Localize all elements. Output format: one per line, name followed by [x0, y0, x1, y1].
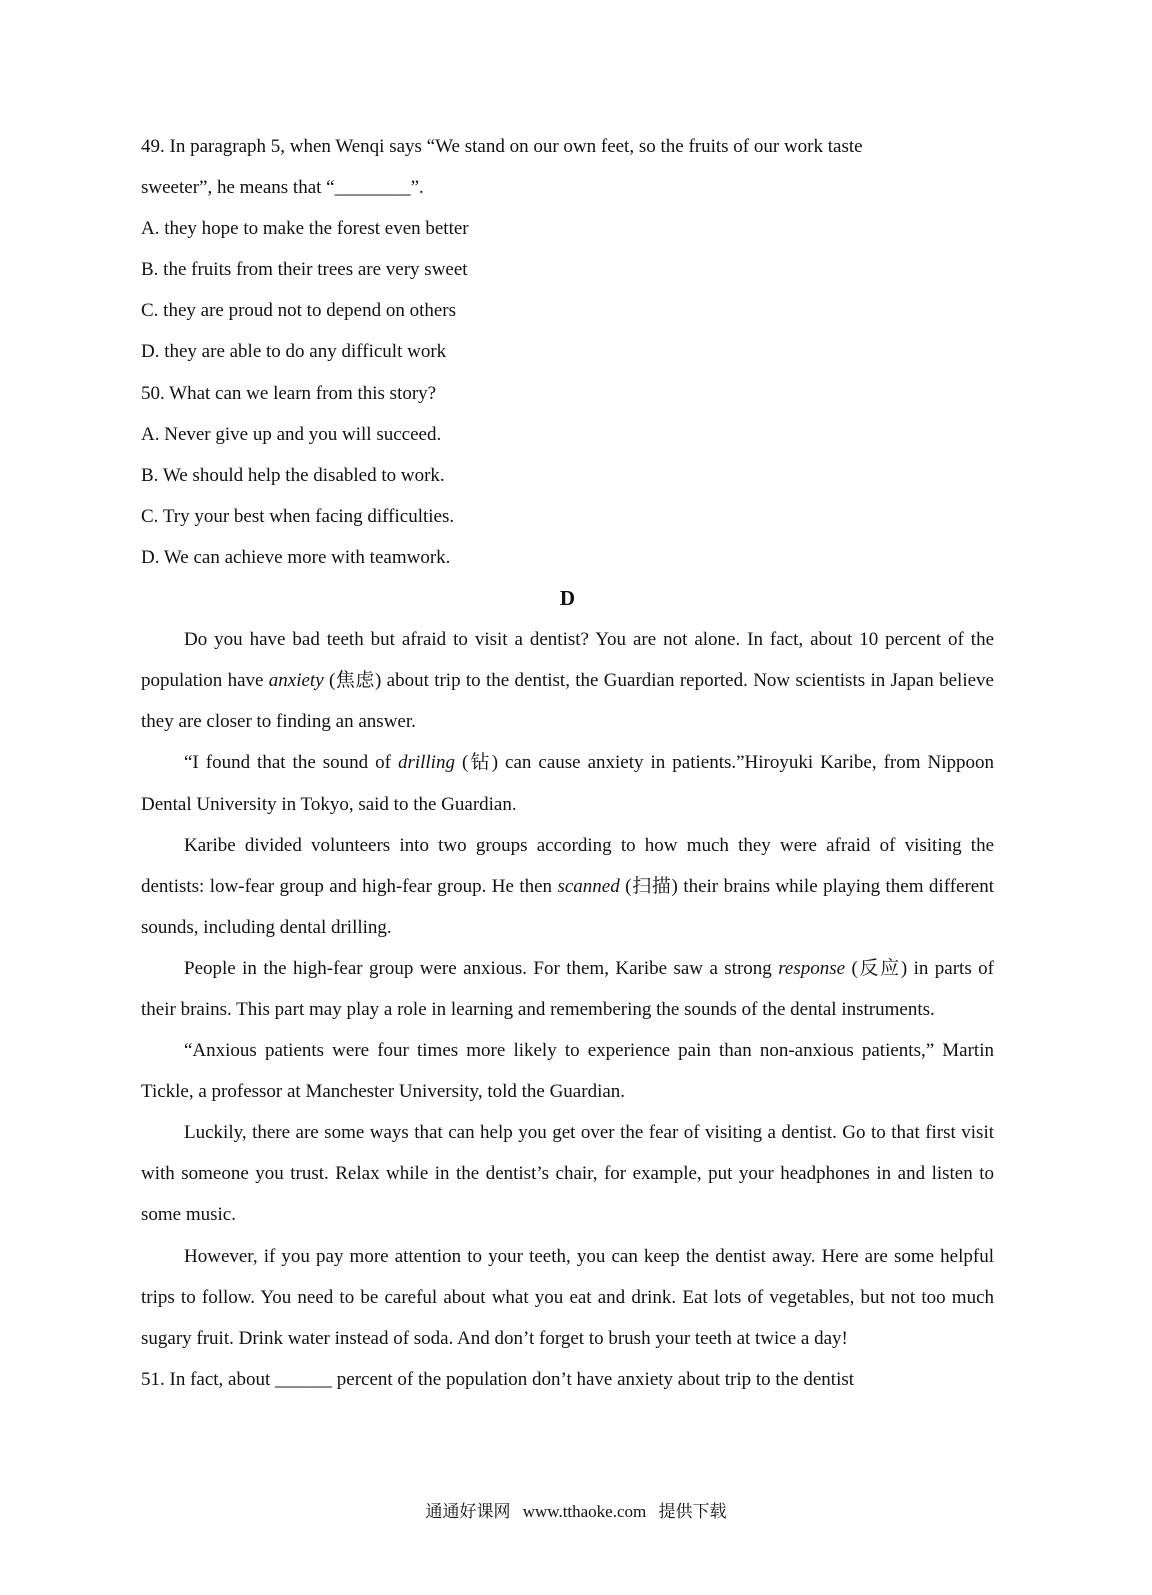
question-49-option-b: B. the fruits from their trees are very sweet — [141, 259, 468, 281]
footer-url: www.tthaoke.com — [522, 1502, 647, 1521]
glossed-word: anxiety — [268, 670, 324, 692]
question-49-option-d: D. they are able to do any difficult work — [141, 341, 447, 363]
glossed-word: response — [778, 957, 846, 979]
page-footer — [0, 1500, 1152, 1524]
question-50-stem: 50. What can we learn from this story? — [141, 382, 437, 404]
paragraph-text: (焦虑) about trip to the dentist, the Guardian reported. Now scientists in Japan believe they are closer to finding an answer. — [141, 670, 994, 733]
question-51-text: 51. In fact, about — [141, 1368, 276, 1390]
footer-site-name: 通通好课网 — [425, 1502, 511, 1521]
question-49-option-a: A. they hope to make the forest even better — [141, 218, 469, 240]
passage — [141, 619, 994, 1359]
question-51-text: percent of the population don’t have anxiety about trip to the dentist — [332, 1368, 855, 1390]
answer-blank: ______ — [275, 1368, 333, 1390]
passage-paragraph-7: However, if you pay more attention to your teeth, you can keep the dentist away. Here are some helpful trips to follow. You need to be careful about what you eat and drink. Eat lots of vegetables, but not too much sugary fruit. Drink water instead of soda. And don’t forget to brush your teeth at twice a day! — [141, 1245, 994, 1349]
question-50 — [141, 373, 994, 578]
question-49 — [141, 126, 994, 373]
question-49-stem-line-1: 49. In paragraph 5, when Wenqi says “We stand on our own feet, so the fruits of our work taste — [141, 136, 863, 157]
question-50-option-b: B. We should help the disabled to work. — [141, 464, 445, 486]
question-49-option-c: C. they are proud not to depend on others — [141, 300, 457, 322]
question-50-option-a: A. Never give up and you will succeed. — [141, 423, 442, 445]
paragraph-text: (反应) in parts of their brains. This part may play a role in learning and remembering the sounds of the dental instruments. — [141, 957, 994, 1020]
paragraph-text: People in the high-fear group were anxious. For them, Karibe saw a strong — [184, 957, 779, 979]
question-50-option-c: C. Try your best when facing difficulties. — [141, 505, 455, 527]
glossed-word: scanned — [557, 875, 620, 897]
passage-paragraph-5: “Anxious patients were four times more likely to experience pain than non-anxious patients,” Martin Tickle, a professor at Manchester University, told the Guardian. — [141, 1040, 994, 1103]
paragraph-text: Do you have bad teeth but afraid to visit a dentist? You are not alone. In fact, about 10 percent of the population have — [141, 629, 994, 692]
question-49-stem-line-2: sweeter”, he means that “________”. — [141, 177, 424, 199]
passage-paragraph-4 — [141, 948, 994, 1030]
paragraph-text: Karibe divided volunteers into two groups according to how much they were afraid of visiting the dentists: low-fear group and high-fear group. He then — [141, 834, 994, 897]
passage-paragraph-3 — [141, 825, 994, 948]
passage-paragraph-2 — [141, 742, 994, 824]
document-page — [141, 126, 994, 1400]
paragraph-text: (钻) can cause anxiety in patients.”Hiroyuki Karibe, from Nippoon Dental University in Tokyo, said to the Guardian. — [141, 752, 994, 815]
passage-paragraph-6: Luckily, there are some ways that can help you get over the fear of visiting a dentist. Go to that first visit with someone you trust. Relax while in the dentist’s chair, for example, put your headphones in and listen to some music. — [141, 1122, 994, 1226]
question-51-stem — [141, 1359, 994, 1400]
passage-paragraph-1 — [141, 619, 994, 742]
footer-note: 提供下载 — [658, 1502, 727, 1521]
paragraph-text: “I found that the sound of — [184, 752, 398, 774]
glossed-word: drilling — [397, 752, 455, 774]
paragraph-text: (扫描) their brains while playing them different sounds, including dental drilling. — [141, 875, 994, 938]
question-50-option-d: D. We can achieve more with teamwork. — [141, 546, 451, 568]
section-heading: D — [559, 586, 576, 611]
